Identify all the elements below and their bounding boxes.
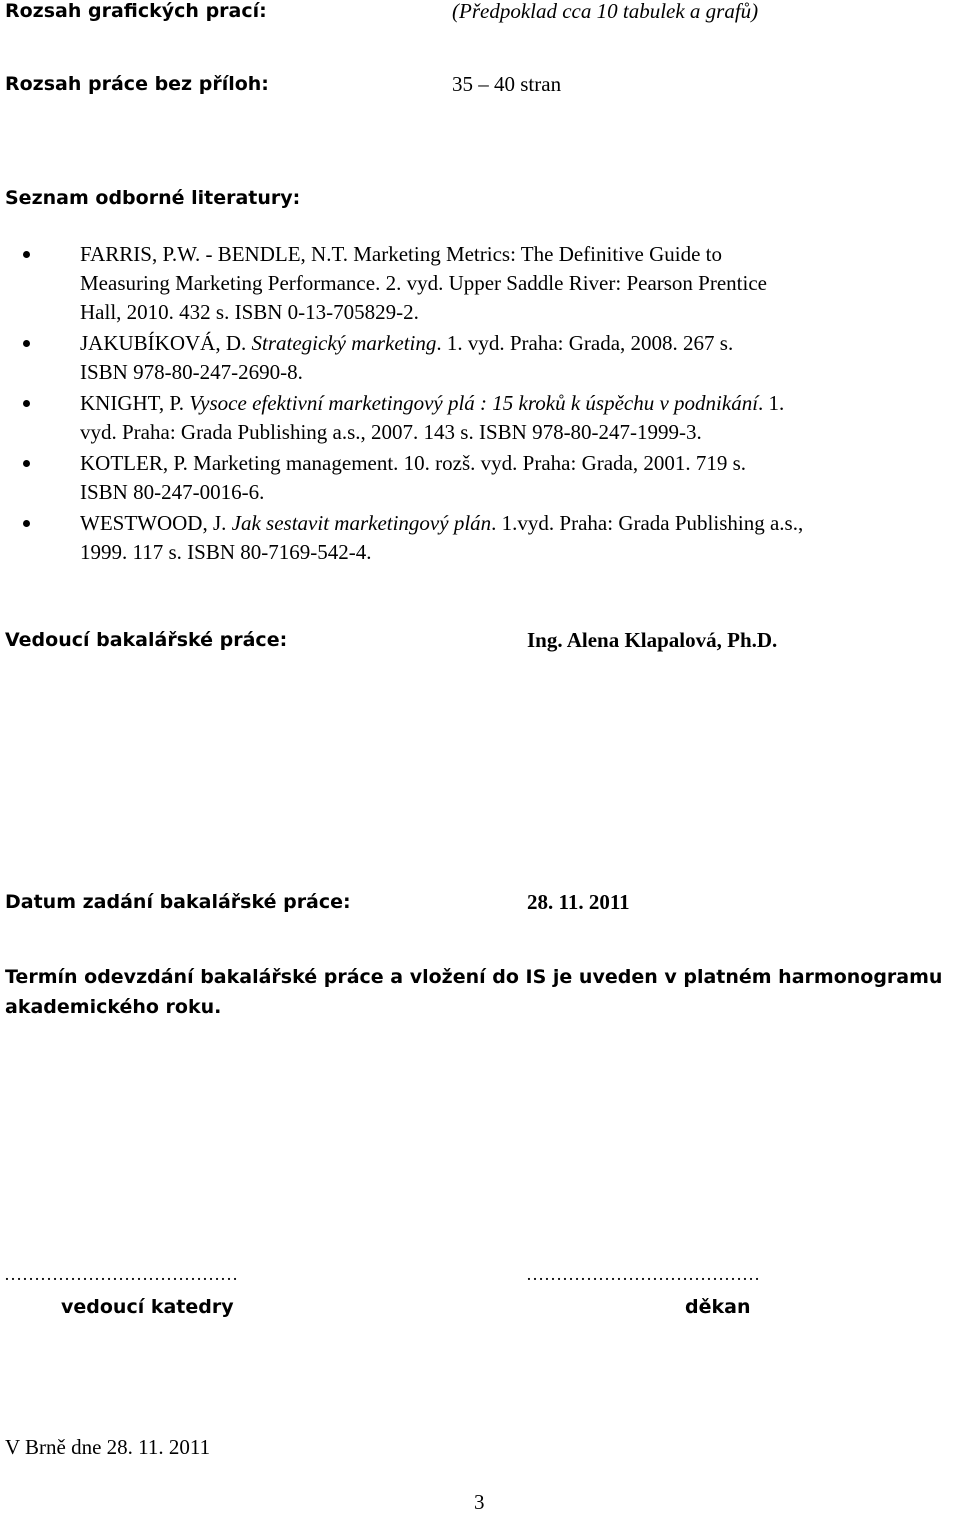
- supervisor-name: Ing. Alena Klapalová, Ph.D.: [527, 628, 778, 652]
- bibliography-text: KOTLER, P. Marketing management. 10. rozš. vyd. Praha: Grada, 2001. 719 s.: [80, 451, 747, 475]
- graphics-scope-label: Rozsah grafických prací:: [5, 0, 267, 22]
- bibliography-entry: [0, 329, 920, 387]
- bibliography-text: ISBN 978-80-247-2690-8.: [80, 360, 303, 384]
- signature-line-left: …………………………………: [4, 1264, 238, 1284]
- bibliography-entry: [0, 389, 920, 447]
- bibliography-text: 1999. 117 s. ISBN 80-7169-542-4.: [80, 540, 372, 564]
- bibliography-line: [80, 538, 920, 567]
- bibliography-line: [80, 298, 920, 327]
- bibliography-text: . 1.vyd. Praha: Grada Publishing a.s.,: [491, 511, 804, 535]
- bibliography-text: . 1. vyd. Praha: Grada, 2008. 267 s.: [436, 331, 734, 355]
- bibliography-text: JAKUBÍKOVÁ, D.: [80, 331, 252, 355]
- bibliography-text: WESTWOOD, J.: [80, 511, 232, 535]
- bibliography-text: Hall, 2010. 432 s. ISBN 0-13-705829-2.: [80, 300, 419, 324]
- literature-heading: Seznam odborné literatury:: [5, 187, 301, 209]
- bullet-icon: [23, 340, 30, 347]
- bibliography-text: ISBN 80-247-0016-6.: [80, 480, 265, 504]
- bibliography-text: vyd. Praha: Grada Publishing a.s., 2007. 143 s. ISBN 978-80-247-1999-3.: [80, 420, 702, 444]
- graphics-scope-value: (Předpoklad cca 10 tabulek a grafů): [452, 0, 759, 23]
- bibliography-line: [80, 329, 920, 358]
- bibliography-title: Jak sestavit marketingový plán: [231, 511, 492, 535]
- deadline-line-1: Termín odevzdání bakalářské práce a vložení do IS je uveden v platném harmonogramu: [5, 966, 943, 988]
- bibliography-line: [80, 509, 920, 538]
- bullet-icon: [23, 400, 30, 407]
- bibliography-line: [80, 418, 920, 447]
- bibliography-line: [80, 240, 920, 269]
- deadline-line-2: akademického roku.: [5, 996, 222, 1018]
- bibliography-text: Measuring Marketing Performance. 2. vyd. Upper Saddle River: Pearson Prentice: [80, 271, 767, 295]
- assignment-date-value: 28. 11. 2011: [527, 890, 630, 914]
- thesis-length-value: 35 – 40 stran: [452, 72, 562, 96]
- bibliography-line: [80, 449, 920, 478]
- supervisor-label: Vedoucí bakalářské práce:: [5, 629, 288, 651]
- place-and-date: V Brně dne 28. 11. 2011: [5, 1435, 211, 1459]
- bullet-icon: [23, 460, 30, 467]
- bibliography-text: KNIGHT, P.: [80, 391, 190, 415]
- signature-label-dean: děkan: [685, 1296, 751, 1318]
- signature-line-right: …………………………………: [526, 1264, 760, 1284]
- assignment-date-label: Datum zadání bakalářské práce:: [5, 891, 351, 913]
- page-number: 3: [474, 1490, 485, 1514]
- bibliography-title: Strategický marketing: [251, 331, 437, 355]
- bibliography-entry: [0, 240, 920, 327]
- bibliography-entry: [0, 509, 920, 567]
- bibliography-title: Vysoce efektivní marketingový plá : 15 kroků k úspěchu v podnikání: [189, 391, 759, 415]
- bibliography-list: [0, 240, 960, 569]
- bibliography-line: [80, 389, 920, 418]
- bullet-icon: [23, 251, 30, 258]
- signature-label-department-head: vedoucí katedry: [61, 1296, 234, 1318]
- bibliography-text: . 1.: [758, 391, 785, 415]
- thesis-length-label: Rozsah práce bez příloh:: [5, 73, 269, 95]
- bibliography-line: [80, 478, 920, 507]
- bibliography-line: [80, 269, 920, 298]
- bibliography-entry: [0, 449, 920, 507]
- bibliography-text: FARRIS, P.W. - BENDLE, N.T. Marketing Metrics: The Definitive Guide to: [80, 242, 722, 266]
- bullet-icon: [23, 520, 30, 527]
- bibliography-line: [80, 358, 920, 387]
